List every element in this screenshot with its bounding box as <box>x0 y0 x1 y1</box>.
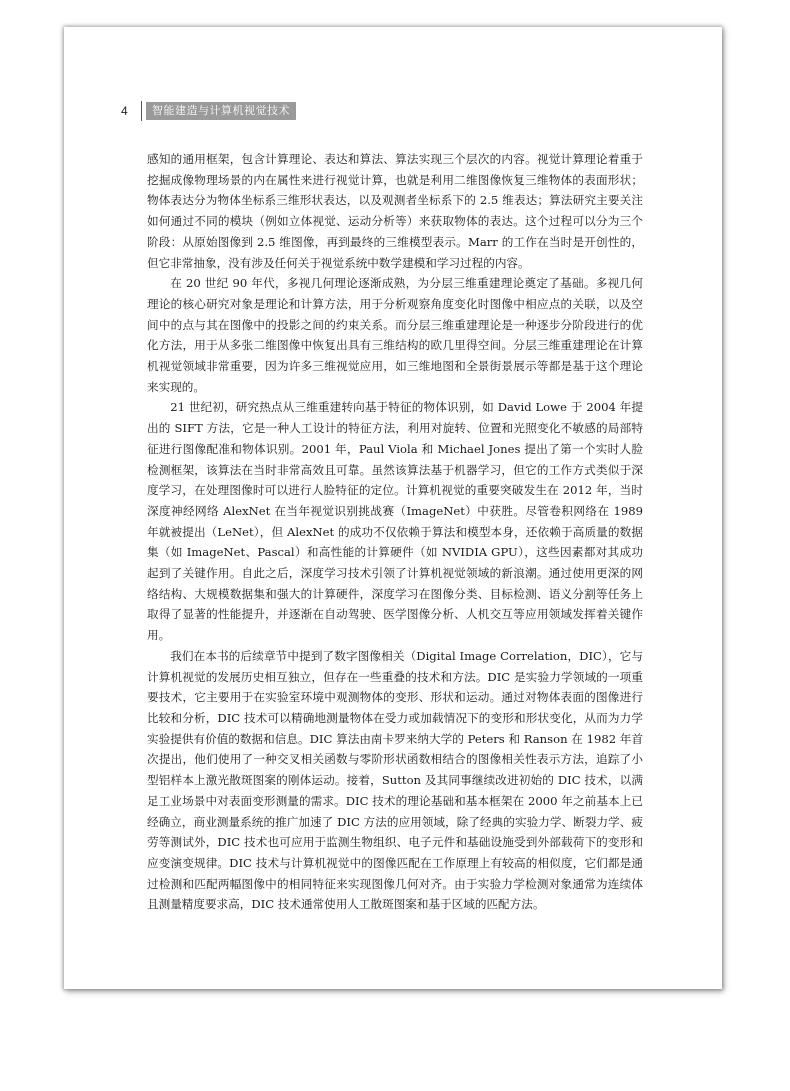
book-page <box>64 27 722 989</box>
body-text <box>147 149 643 915</box>
running-title: 智能建造与计算机视觉技术 <box>146 102 296 120</box>
paragraph-3: 21 世纪初，研究热点从三维重建转向基于特征的物体识别，如 David Lowe 于 2004 年提出的 SIFT 方法，它是一种人工设计的特征方法，利用对旋转、位置和光照变化不敏感的局部特征进行图像配准和物体识别。2001 年，Paul Viola 和 Michael Jones 提出了第一个实时人脸检测框架，该算法在当时非常高效且可靠。虽然该算法基于机器学习，但它的工作方式类似于深度学习，在处理图像时可以进行人脸特征的定位。计算机视觉的重要突破发生在 2012 年，当时深度神经网络 AlexNet 在当年视觉识别挑战赛（ImageNet）中获胜。尽管卷积网络在 1989 年就被提出（LeNet），但 AlexNet 的成功不仅依赖于算法和模型本身，还依赖于高质量的数据集（如 ImageNet、Pascal）和高性能的计算硬件（如 NVIDIA GPU），这些因素都对其成功起到了关键作用。自此之后，深度学习技术引领了计算机视觉领域的新浪潮。通过使用更深的网络结构、大规模数据集和强大的计算硬件，深度学习在图像分类、目标检测、语义分割等任务上取得了显著的性能提升，并逐渐在自动驾驶、医学图像分析、人机交互等应用领域发挥着关键作用。 <box>147 400 643 643</box>
paragraph-4: 我们在本书的后续章节中提到了数字图像相关（Digital Image Correlation，DIC），它与计算机视觉的发展历史相互独立，但存在一些重叠的技术和方法。DIC 是实验力学领域的一项重要技术，它主要用于在实验室环境中观测物体的变形、形状和运动。通过对物体表面的图像进行比较和分析，DIC 技术可以精确地测量物体在受力或加载情况下的变形和形状变化，从而为力学实验提供有价值的数据和信息。DIC 算法由南卡罗来纳大学的 Peters 和 Ranson 在 1982 年首次提出，他们使用了一种交叉相关函数与零阶形状函数相结合的图像相关性表示方法，追踪了小型铝样本上激光散斑图案的刚体运动。接着，Sutton 及其同事继续改进初始的 DIC 技术，以满足工业场景中对表面变形测量的需求。DIC 技术的理论基础和基本框架在 2000 年之前基本上已经确立，商业测量系统的推广加速了 DIC 方法的应用领域，除了经典的实验力学、断裂力学、疲劳等测试外，DIC 技术也可应用于监测生物组织、电子元件和基础设施受到外部载荷下的变形和应变演变规律。DIC 技术与计算机视觉中的图像匹配在工作原理上有较高的相似度，它们都是通过检测和匹配两幅图像中的相同特征来实现图像几何对齐。由于实验力学检测对象通常为连续体且测量精度要求高，DIC 技术通常使用人工散斑图案和基于区域的匹配方法。 <box>147 648 643 912</box>
page-header <box>121 101 296 121</box>
page-number: 4 <box>121 104 128 118</box>
paragraph-2: 在 20 世纪 90 年代，多视几何理论逐渐成熟，为分层三维重建理论奠定了基础。多视几何理论的核心研究对象是理论和计算方法，用于分析观察角度变化时图像中相应点的关联，以及空间中的点与其在图像中的投影之间的约束关系。而分层三维重建理论是一种逐步分阶段进行的优化方法，用于从多张二维图像中恢复出具有三维结构的欧几里得空间。分层三维重建理论在计算机视觉领域非常重要，因为许多三维视觉应用，如三维地图和全景街景展示等都是基于这个理论来实现的。 <box>147 276 643 394</box>
header-divider <box>141 101 142 121</box>
paragraph-1: 感知的通用框架，包含计算理论、表达和算法、算法实现三个层次的内容。视觉计算理论着重于挖掘成像物理场景的内在属性来进行视觉计算，也就是利用二维图像恢复三维物体的表面形状；物体表达分为物体坐标系三维形状表达，以及观测者坐标系下的 2.5 维表达；算法研究主要关注如何通过不同的模块（例如立体视觉、运动分析等）来获取物体的表达。这个过程可以分为三个阶段：从原始图像到 2.5 维图像，再到最终的三维模型表示。Marr 的工作在当时是开创性的，但它非常抽象，没有涉及任何关于视觉系统中数学建模和学习过程的内容。 <box>147 152 643 270</box>
